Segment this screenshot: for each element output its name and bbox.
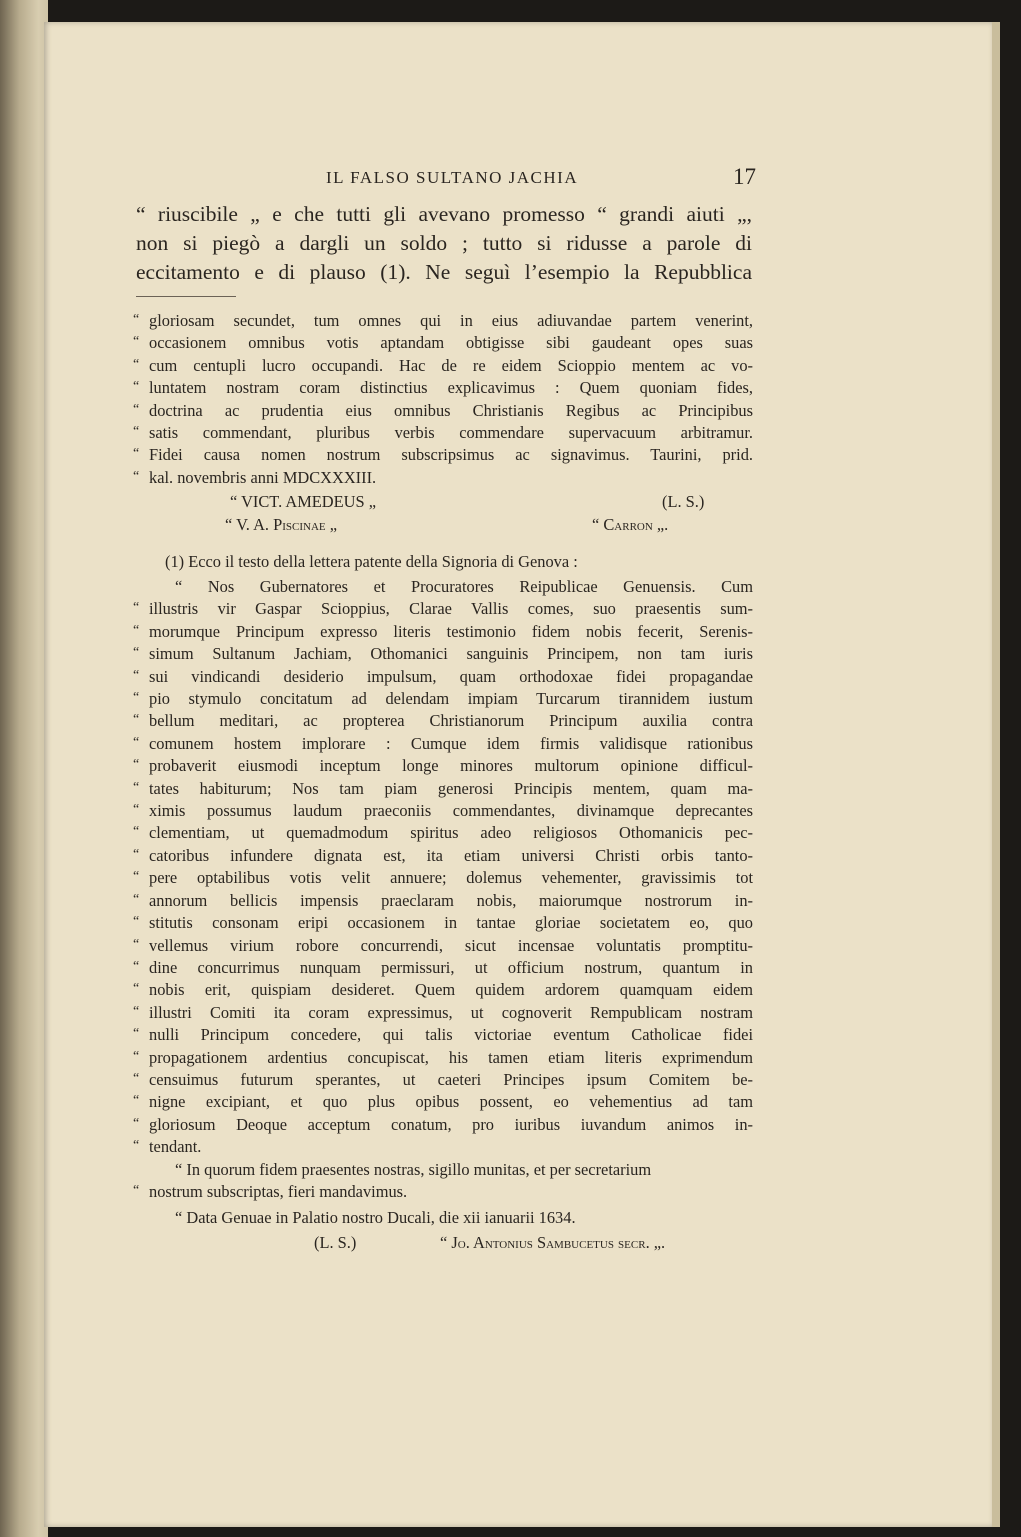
letter-date: “ Data Genuae in Palatio nostro Ducali, die xii ianuarii 1634. xyxy=(175,1208,576,1228)
letter-line: “ censuimus futurum sperantes, ut caeteri Principes ipsum Comitem be- xyxy=(133,1069,753,1091)
footnote-continuation xyxy=(133,310,753,489)
letter-line: “ illustri Comiti ita coram expressimus, ut cognoverit Rempublicam nostram xyxy=(133,1002,753,1024)
letter-line: “ sui vindicandi desiderio impulsum, quam orthodoxae fidei propagandae xyxy=(133,666,753,688)
letter-line: “ dine concurrimus nunquam permissuri, ut officium nostrum, quantum in xyxy=(133,957,753,979)
letter-closing: “ nostrum subscriptas, fieri mandavimus. xyxy=(133,1181,753,1203)
countersignature-left: “ V. A. Piscinae „ xyxy=(225,515,337,534)
main-text-line: eccitamento e di plauso (1). Ne seguì l’esempio la Repubblica xyxy=(136,260,752,284)
letter-line: “ catoribus infundere dignata est, ita etiam universi Christi orbis tanto- xyxy=(133,845,753,867)
letter-line: “ vellemus virium robore concurrendi, sicut incensae voluntatis promptitu- xyxy=(133,935,753,957)
footnote-line: “ doctrina ac prudentia eius omnibus Christianis Regibus ac Principibus xyxy=(133,400,753,422)
letter-line: “ morumque Principum expresso literis testimonio fidem nobis fecerit, Serenis- xyxy=(133,621,753,643)
footnote-line: “ occasionem omnibus votis aptandam obtigisse sibi gaudeant opes suas xyxy=(133,332,753,354)
footnote-line: “ gloriosam secundet, tum omnes qui in eius adiuvandae partem venerint, xyxy=(133,310,753,332)
letter-line: “ gloriosum Deoque acceptum conatum, pro iuribus iuvandum animos in- xyxy=(133,1114,753,1136)
page-stack-edge xyxy=(992,22,1000,1527)
footnote-line: “ kal. novembris anni MDCXXXIII. xyxy=(133,467,753,489)
footnote-line: “ satis commendant, pluribus verbis commendare supervacuum arbitramur. xyxy=(133,422,753,444)
letter-line: “ simum Sultanum Jachiam, Othomanici sanguinis Principem, non tam iuris xyxy=(133,643,753,665)
letter-line: “ nobis erit, quispiam desideret. Quem quidem ardorem quamquam eidem xyxy=(133,979,753,1001)
letter-line: “ nulli Principum concedere, qui talis victoriae eventum Catholicae fidei xyxy=(133,1024,753,1046)
footnote-intro: (1) Ecco il testo della lettera patente della Signoria di Genova : xyxy=(165,552,578,571)
signature-name: “ VICT. AMEDEUS „ xyxy=(230,492,376,511)
footnote-line: “ Fidei causa nomen nostrum subscripsimus ac signavimus. Taurini, prid. xyxy=(133,444,753,466)
letter-line: “ pere optabilibus votis velit annuere; dolemus vehementer, gravissimis tot xyxy=(133,867,753,889)
letter-line: “ tates habiturum; Nos tam piam generosi Principis mentem, quam ma- xyxy=(133,778,753,800)
letter-first-line: “ Nos Gubernatores et Procuratores Reipublicae Genuensis. Cum xyxy=(175,577,753,596)
main-text-line: non si piegò a dargli un soldo ; tutto si ridusse a parole di xyxy=(136,231,752,255)
letter-line: “ clementiam, ut quemadmodum spiritus adeo religiosos Othomanicis pec- xyxy=(133,822,753,844)
letter-closing: “ In quorum fidem praesentes nostras, sigillo munitas, et per secretarium xyxy=(175,1159,652,1179)
running-header xyxy=(326,164,756,194)
page-number: 17 xyxy=(733,164,756,189)
genoa-letter xyxy=(133,576,753,1230)
letter-line: “ bellum meditari, ac propterea Christianorum Principum auxilia contra xyxy=(133,710,753,732)
main-text xyxy=(136,200,752,287)
letter-line: “ annorum bellicis impensis praeclaram nobis, maiorumque nostrorum in- xyxy=(133,890,753,912)
running-title: IL FALSO SULTANO JACHIA xyxy=(326,168,579,187)
letter-seal: (L. S.) xyxy=(314,1233,357,1252)
footnote-line: “ luntatem nostram coram distinctius explicavimus : Quem quoniam fides, xyxy=(133,377,753,399)
letter-line: “ illustris vir Gaspar Scioppius, Clarae Vallis comes, suo praesentis sum- xyxy=(133,598,753,620)
previous-page-edge xyxy=(0,0,48,1537)
main-text-line: “ riuscibile „ e che tutti gli avevano promesso “ grandi aiuti „, xyxy=(136,202,752,226)
letter-line: “ propagationem ardentius concupiscat, his tamen etiam literis exprimendum xyxy=(133,1047,753,1069)
countersignature-right: “ Carron „. xyxy=(592,515,669,534)
letter-line: “ pio stymulo concitatum ad delendam impiam Turcarum tirannidem iustum xyxy=(133,688,753,710)
letter-line: “ comunem hostem implorare : Cumque idem firmis validisque rationibus xyxy=(133,733,753,755)
letter-line: “ nigne excipiant, et quo plus opibus possent, eo vehementius ad tam xyxy=(133,1091,753,1113)
letter-signer: “ Jo. Antonius Sambucetus secr. „. xyxy=(440,1233,666,1252)
footnote-line: “ cum centupli lucro occupandi. Hac de re eidem Scioppio mentem ac vo- xyxy=(133,355,753,377)
letter-line: “ probaverit eiusmodi inceptum longe minores multorum opinione difficul- xyxy=(133,755,753,777)
signature-seal: (L. S.) xyxy=(662,492,705,511)
letter-line: “ stitutis consonam eripi occasionem in tantae gloriae societatem eo, quo xyxy=(133,912,753,934)
letter-line: “ ximis possumus laudum praeconiis commendantes, divinamque deprecantes xyxy=(133,800,753,822)
letter-line: “ tendant. xyxy=(133,1136,753,1158)
footnote-rule xyxy=(136,296,236,297)
